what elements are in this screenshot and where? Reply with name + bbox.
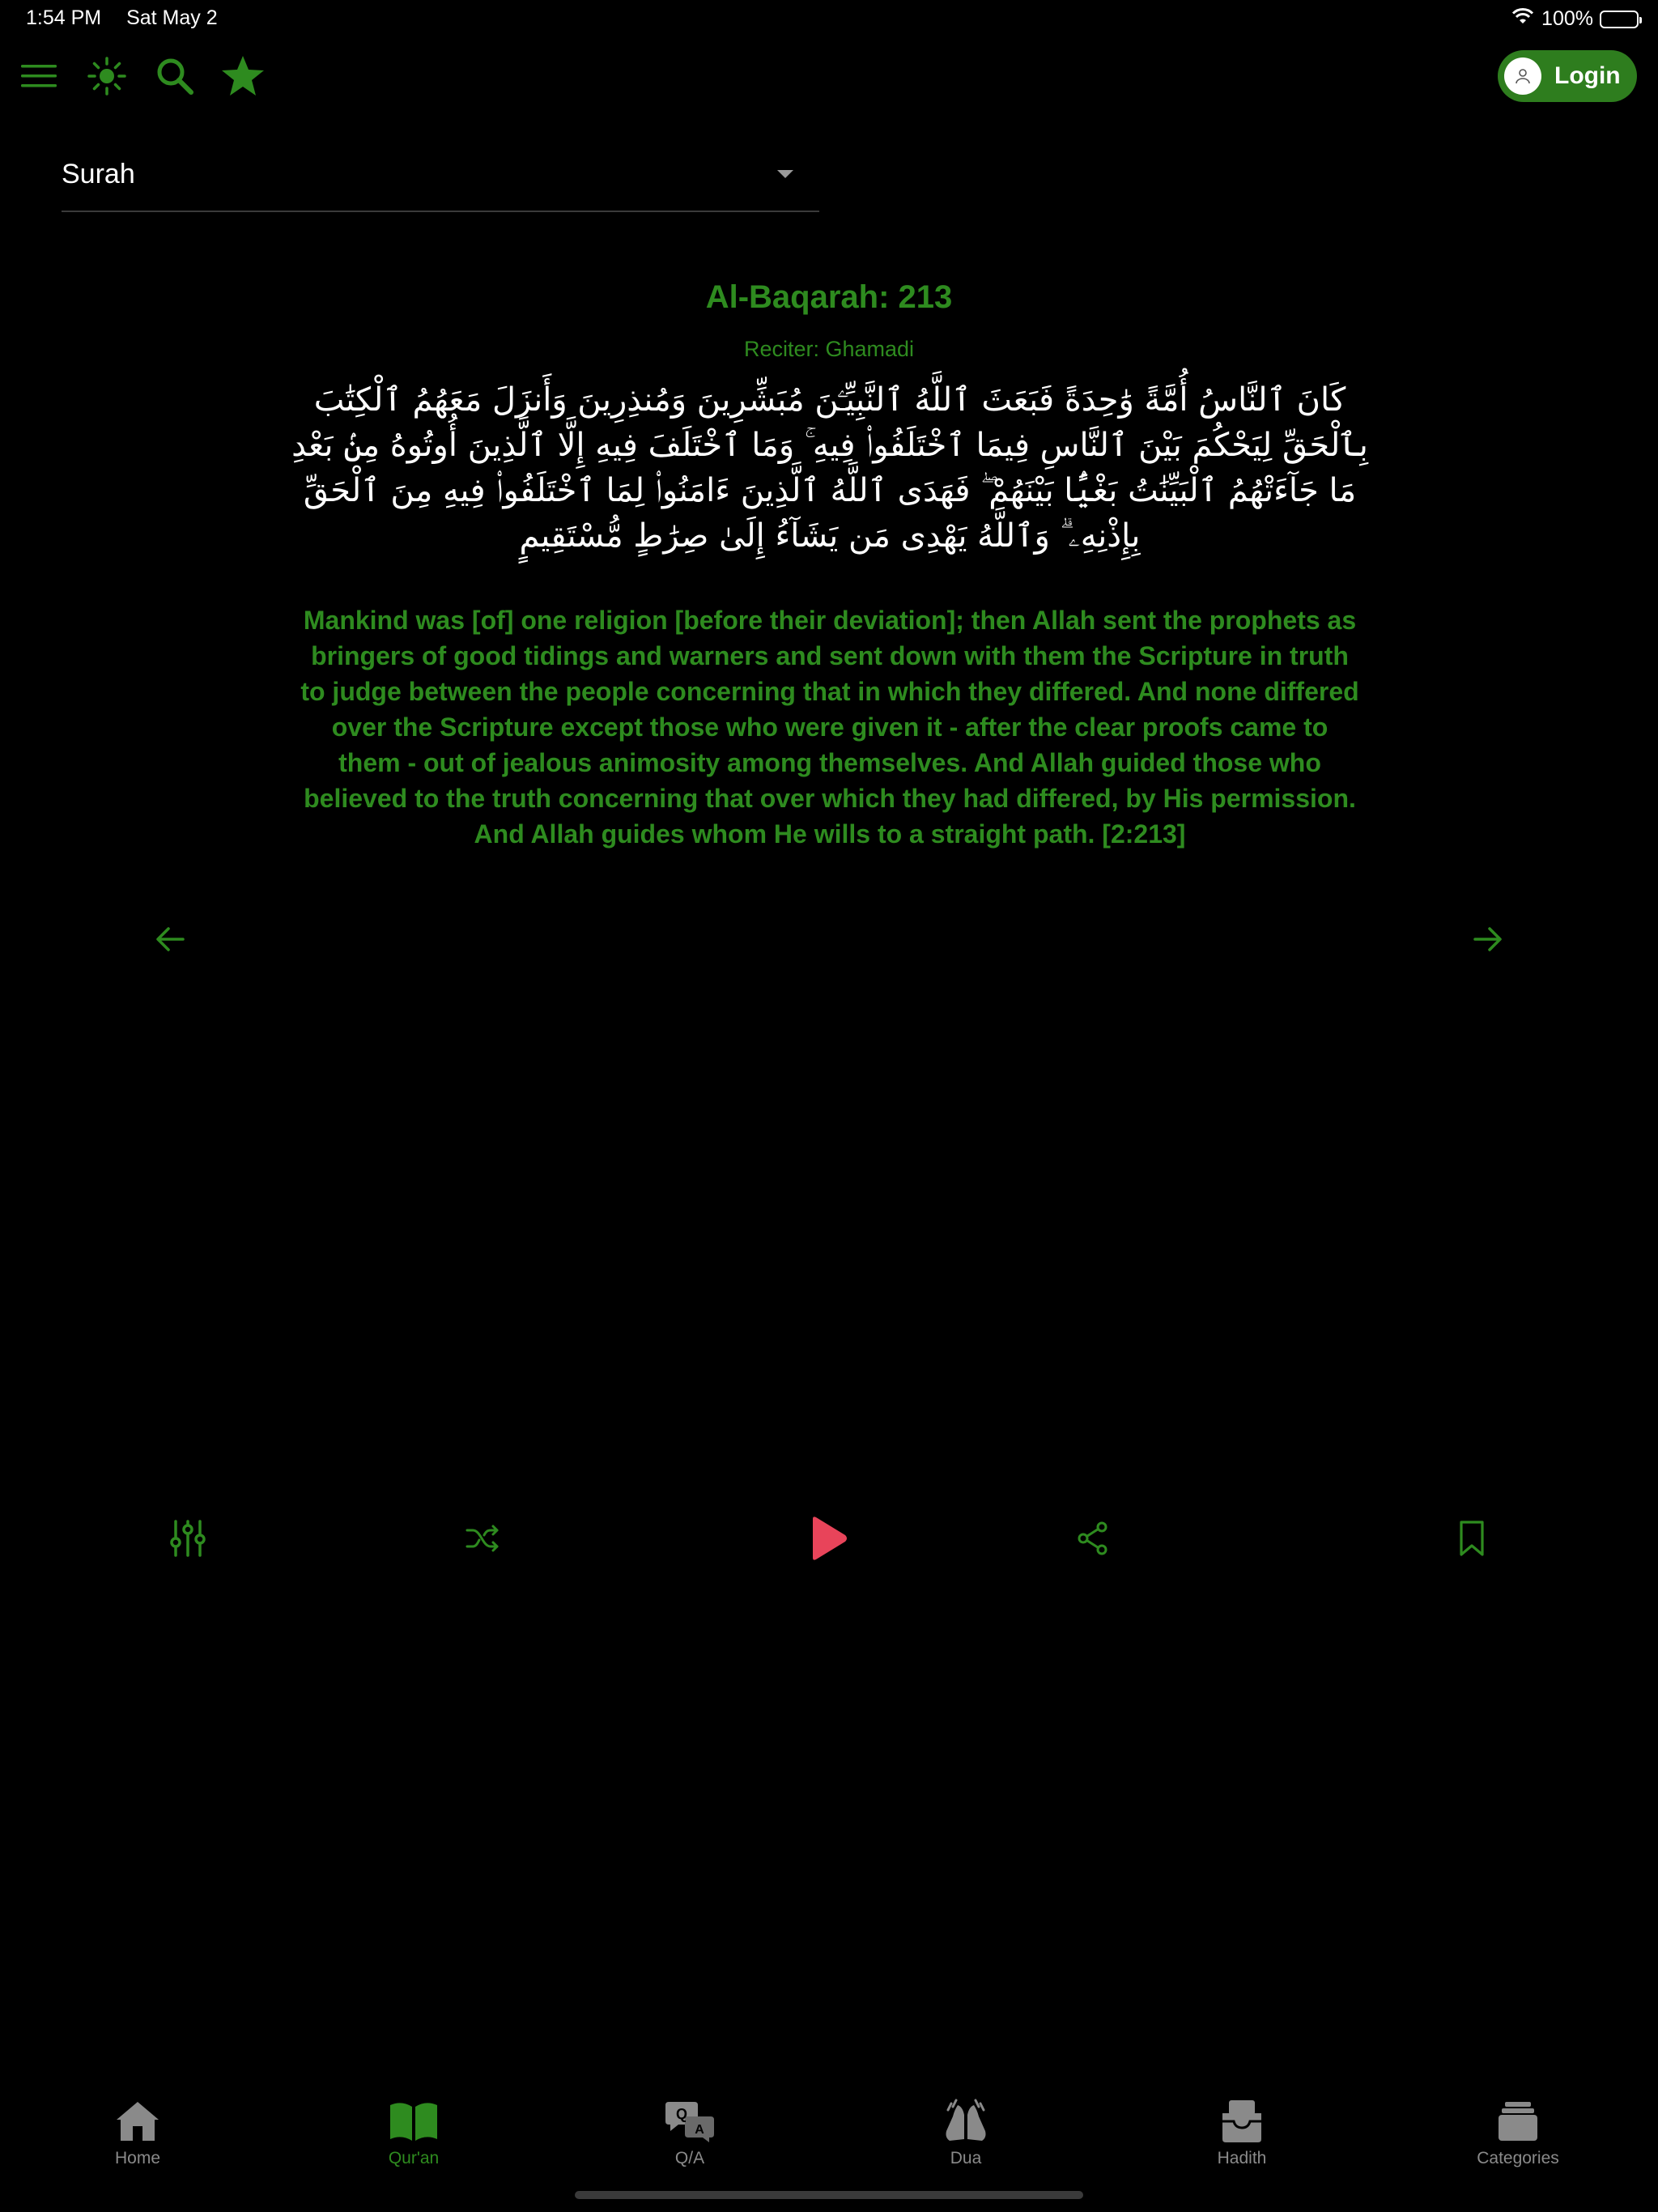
bookmark-icon xyxy=(1458,1520,1486,1557)
arrow-left-icon xyxy=(154,925,186,954)
tab-qa-label: Q/A xyxy=(674,2149,705,2167)
share-button[interactable] xyxy=(1061,1506,1125,1571)
book-icon xyxy=(388,2097,440,2146)
next-verse-button[interactable] xyxy=(1462,913,1514,965)
tab-categories[interactable] xyxy=(1437,2097,1599,2186)
shuffle-icon xyxy=(465,1524,500,1553)
brightness-icon[interactable] xyxy=(78,47,136,105)
surah-dropdown-label: Surah xyxy=(62,159,135,189)
search-icon[interactable] xyxy=(146,47,204,105)
tab-quran-label: Qur'an xyxy=(388,2149,440,2167)
audio-player-controls xyxy=(0,1506,1658,1579)
verse-title: Al-Baqarah: 213 xyxy=(705,279,953,315)
battery-percent: 100% xyxy=(1541,7,1593,30)
wifi-icon xyxy=(1511,6,1535,32)
status-bar xyxy=(0,0,1658,40)
svg-text:Q: Q xyxy=(675,2106,688,2122)
login-label: Login xyxy=(1554,62,1621,89)
tab-categories-label: Categories xyxy=(1477,2149,1559,2167)
home-indicator[interactable] xyxy=(575,2191,1083,2199)
previous-verse-button[interactable] xyxy=(144,913,196,965)
verse-translation: Mankind was [of] one religion [before their deviation]; then Allah sent the prophets as bringers of good tidings and warners and sent down with them the Scripture in truth to judge between the people concerning that in which they differed. And none differed over the Scripture except those who were given it - after the clear proofs came to them - out of jealous animosity among themselves. And Allah guided those who believed to the truth concerning that over which they had differed, by His permission. And Allah guides whom He wills to a straight path. [2:213] xyxy=(300,606,1359,849)
login-button[interactable] xyxy=(1498,50,1637,102)
user-icon xyxy=(1504,57,1541,95)
top-toolbar xyxy=(0,47,1658,105)
svg-text:A: A xyxy=(695,2123,704,2137)
tab-qa[interactable] xyxy=(609,2097,771,2186)
home-icon xyxy=(112,2097,164,2146)
stack-icon xyxy=(1492,2097,1544,2146)
menu-icon[interactable] xyxy=(10,47,68,105)
tab-hadith[interactable] xyxy=(1161,2097,1323,2186)
archive-box-icon xyxy=(1216,2097,1268,2146)
bottom-tab-bar xyxy=(0,2097,1658,2186)
tab-home[interactable] xyxy=(57,2097,219,2186)
surah-dropdown[interactable] xyxy=(62,146,819,212)
play-icon xyxy=(805,1514,850,1563)
bookmark-button[interactable] xyxy=(1439,1506,1504,1571)
arabic-verse-text: كَانَ ٱلنَّاسُ أُمَّةً وَٰحِدَةً فَبَعَثَ ٱللَّهُ ٱلنَّبِيِّـۧنَ مُبَشِّرِينَ وَمُنذِرِينَ وَأَنزَلَ مَعَهُمُ ٱلْكِتَٰبَ بِٱلْحَقِّ لِيَحْكُمَ بَيْنَ ٱلنَّاسِ فِيمَا ٱخْتَلَفُوا۟ فِيهِ ۚ وَمَا ٱخْتَلَفَ فِيهِ إِلَّا ٱلَّذِينَ أُوتُوهُ مِنۢ بَعْدِ مَا جَآءَتْهُمُ ٱلْبَيِّنَٰتُ بَغْيًۢا بَيْنَهُمْ ۖ فَهَدَى ٱللَّهُ ٱلَّذِينَ ءَامَنُوا۟ لِمَا ٱخْتَلَفُوا۟ فِيهِ مِنَ ٱلْحَقِّ بِإِذْنِهِۦ ۗ وَٱللَّهُ يَهْدِى مَن يَشَآءُ إِلَىٰ صِرَٰطٍ مُّسْتَقِيمٍ xyxy=(291,381,1368,555)
tab-quran[interactable] xyxy=(333,2097,495,2186)
status-time: 1:54 PM xyxy=(26,6,102,29)
arrow-right-icon xyxy=(1472,925,1504,954)
play-button[interactable] xyxy=(795,1506,860,1571)
sliders-icon xyxy=(168,1518,208,1559)
tab-home-label: Home xyxy=(114,2149,161,2167)
praying-hands-icon xyxy=(940,2097,992,2146)
equalizer-settings-button[interactable] xyxy=(155,1506,220,1571)
share-icon xyxy=(1076,1521,1110,1556)
tab-dua-label: Dua xyxy=(950,2149,982,2167)
dropdown-arrow-icon xyxy=(777,170,793,178)
tab-hadith-label: Hadith xyxy=(1217,2149,1267,2167)
status-date: Sat May 2 xyxy=(126,6,218,29)
star-icon[interactable] xyxy=(214,47,272,105)
shuffle-button[interactable] xyxy=(450,1506,515,1571)
battery-icon xyxy=(1600,11,1639,28)
tab-dua[interactable] xyxy=(885,2097,1047,2186)
qa-icon xyxy=(664,2097,716,2146)
reciter-label: Reciter: Ghamadi xyxy=(743,337,915,361)
